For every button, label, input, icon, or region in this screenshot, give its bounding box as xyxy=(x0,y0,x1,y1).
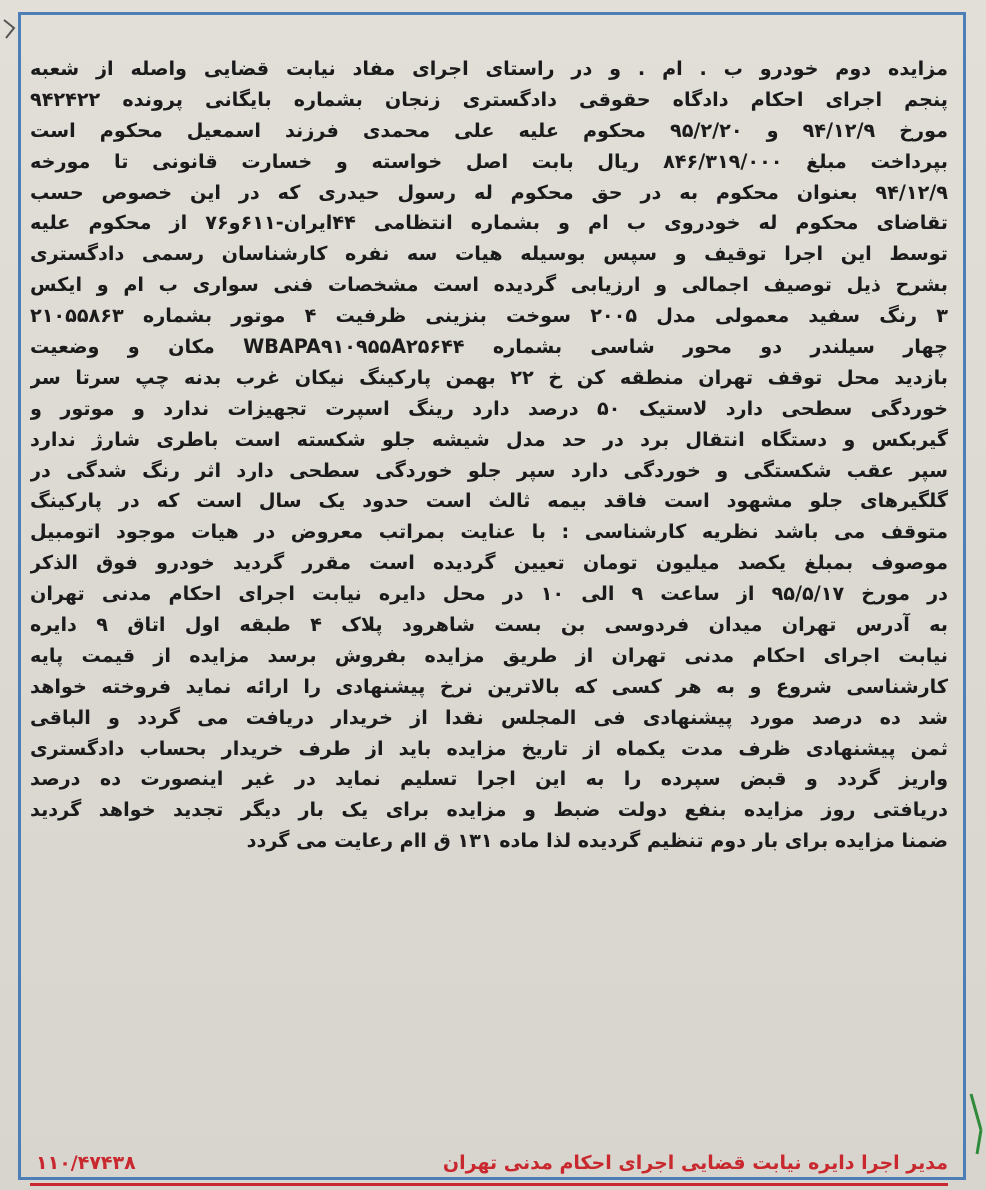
notice-line: ضمنا مزایده برای بار دوم تنظیم گردیده لذا ماده ۱۳۱ ق اام رعایت می گردد xyxy=(246,829,948,853)
notice-line: چهار سیلندر دو محور شاسی بشماره WBAPA۹۱۰۹۵۵A۲۵۶۴۴ مکان و وضعیت xyxy=(30,335,948,359)
auction-notice-body xyxy=(30,54,948,857)
notice-line: خوردگی سطحی دارد لاستیک ۵۰ درصد دارد رینگ اسپرت تجهیزات ندارد و موتور و xyxy=(30,396,948,420)
notice-line: سپر عقب شکستگی و خوردگی دارد سپر جلو خوردگی سطحی دارد اثر رنگ شدگی در xyxy=(30,458,948,482)
notice-line: بپرداخت مبلغ ۸۴۶/۳۱۹/۰۰۰ ریال بابت اصل خواسته و خسارت قانونی تا مورخه xyxy=(30,149,948,173)
notice-line: متوقف می باشد نظریه کارشناسی : با عنایت بمراتب معروض در هیات موجود اتومبیل xyxy=(30,520,948,544)
notice-line: واریز گردد و قبض سپرده را به این اجرا تسلیم نماید در غیر اینصورت ده درصد xyxy=(30,767,948,791)
notice-line: پنجم اجرای احکام دادگاه حقوقی دادگستری زنجان بشماره بایگانی پرونده ۹۴۲۴۲۲ xyxy=(30,87,948,111)
notice-line: در مورخ ۹۵/۵/۱۷ از ساعت ۹ الی ۱۰ در محل دایره نیابت اجرای احکام مدنی تهران xyxy=(30,582,948,606)
notice-line: بشرح ذیل توصیف اجمالی و ارزیابی گردیده است مشخصات فنی سواری ب ام و ایکس xyxy=(30,273,948,297)
notice-line: مورخ ۹۴/۱۲/۹ و ۹۵/۲/۲۰ محکوم علیه علی محمدی فرزند اسمعیل محکوم است xyxy=(30,118,948,142)
notice-line: دریافتی روز مزایده بنفع دولت ضبط و مزایده برای یک بار دیگر تجدید خواهد گردید xyxy=(30,798,948,822)
notice-line: ۳ رنگ سفید معمولی مدل ۲۰۰۵ سوخت بنزینی ظرفیت ۴ موتور بشماره ۲۱۰۵۵۸۶۳ xyxy=(30,304,948,328)
notice-line: گیربکس و دستگاه انتقال برد در حد مدل شیشه جلو شکسته است باطری شارژ ندارد xyxy=(30,427,948,451)
notice-line: تقاضای محکوم له خودروی ب ام و بشماره انتظامی ۴۴ایران-۶۱۱و۷۶ از محکوم علیه xyxy=(30,211,948,235)
notice-line: شد ده درصد مورد پیشنهادی فی المجلس نقدا از خریدار دریافت می گردد و الباقی xyxy=(30,705,948,729)
green-margin-mark-icon xyxy=(968,1090,984,1160)
notice-line: ۹۴/۱۲/۹ بعنوان محکوم به در حق محکوم له رسول حیدری که در این خصوص حسب xyxy=(30,180,948,204)
notice-line: موصوف بمبلغ یکصد میلیون تومان تعیین گردیده است مقرر گردید خودرو فوق الذکر xyxy=(30,551,948,575)
notice-code: ۱۱۰/۴۷۴۳۸ xyxy=(36,1152,136,1174)
notice-line: بازدید محل توقف تهران منطقه کن خ ۲۲ بهمن پارکینگ نیکان غرب بدنه چپ سرتا سر xyxy=(30,365,948,389)
notice-line: گلگیرهای جلو مشهود است فاقد بیمه ثالث است حدود یک سال است که در پارکینگ xyxy=(30,489,948,513)
notice-line: کارشناسی شروع و به هر کسی که بالاترین نرخ پیشنهادی را ارائه نماید فروخته خواهد xyxy=(30,674,948,698)
notice-line: توسط این اجرا توقیف و سپس بوسیله هیات سه نفره کارشناسان رسمی دادگستری xyxy=(30,242,948,266)
notice-line: نیابت اجرای احکام مدنی تهران از طریق مزایده بفروش برسد مزایده از قیمت پایه xyxy=(30,643,948,667)
signer-title: مدیر اجرا دایره نیابت قضایی اجرای احکام مدنی تهران xyxy=(442,1152,948,1174)
footer-underline xyxy=(30,1183,948,1186)
notice-line: ثمن پیشنهادی ظرف مدت یکماه از تاریخ مزایده باید از طرف خریدار بحساب دادگستری xyxy=(30,736,948,760)
notice-line: به آدرس تهران میدان فردوسی بن بست شاهرود پلاک ۴ طبقه اول اتاق ۹ دایره xyxy=(30,613,948,637)
notice-line: مزایده دوم خودرو ب . ام . و در راستای اجرای مفاد نیابت قضایی واصله از شعبه xyxy=(30,57,948,80)
corner-mark-icon xyxy=(2,18,16,40)
notice-footer xyxy=(30,1150,948,1184)
